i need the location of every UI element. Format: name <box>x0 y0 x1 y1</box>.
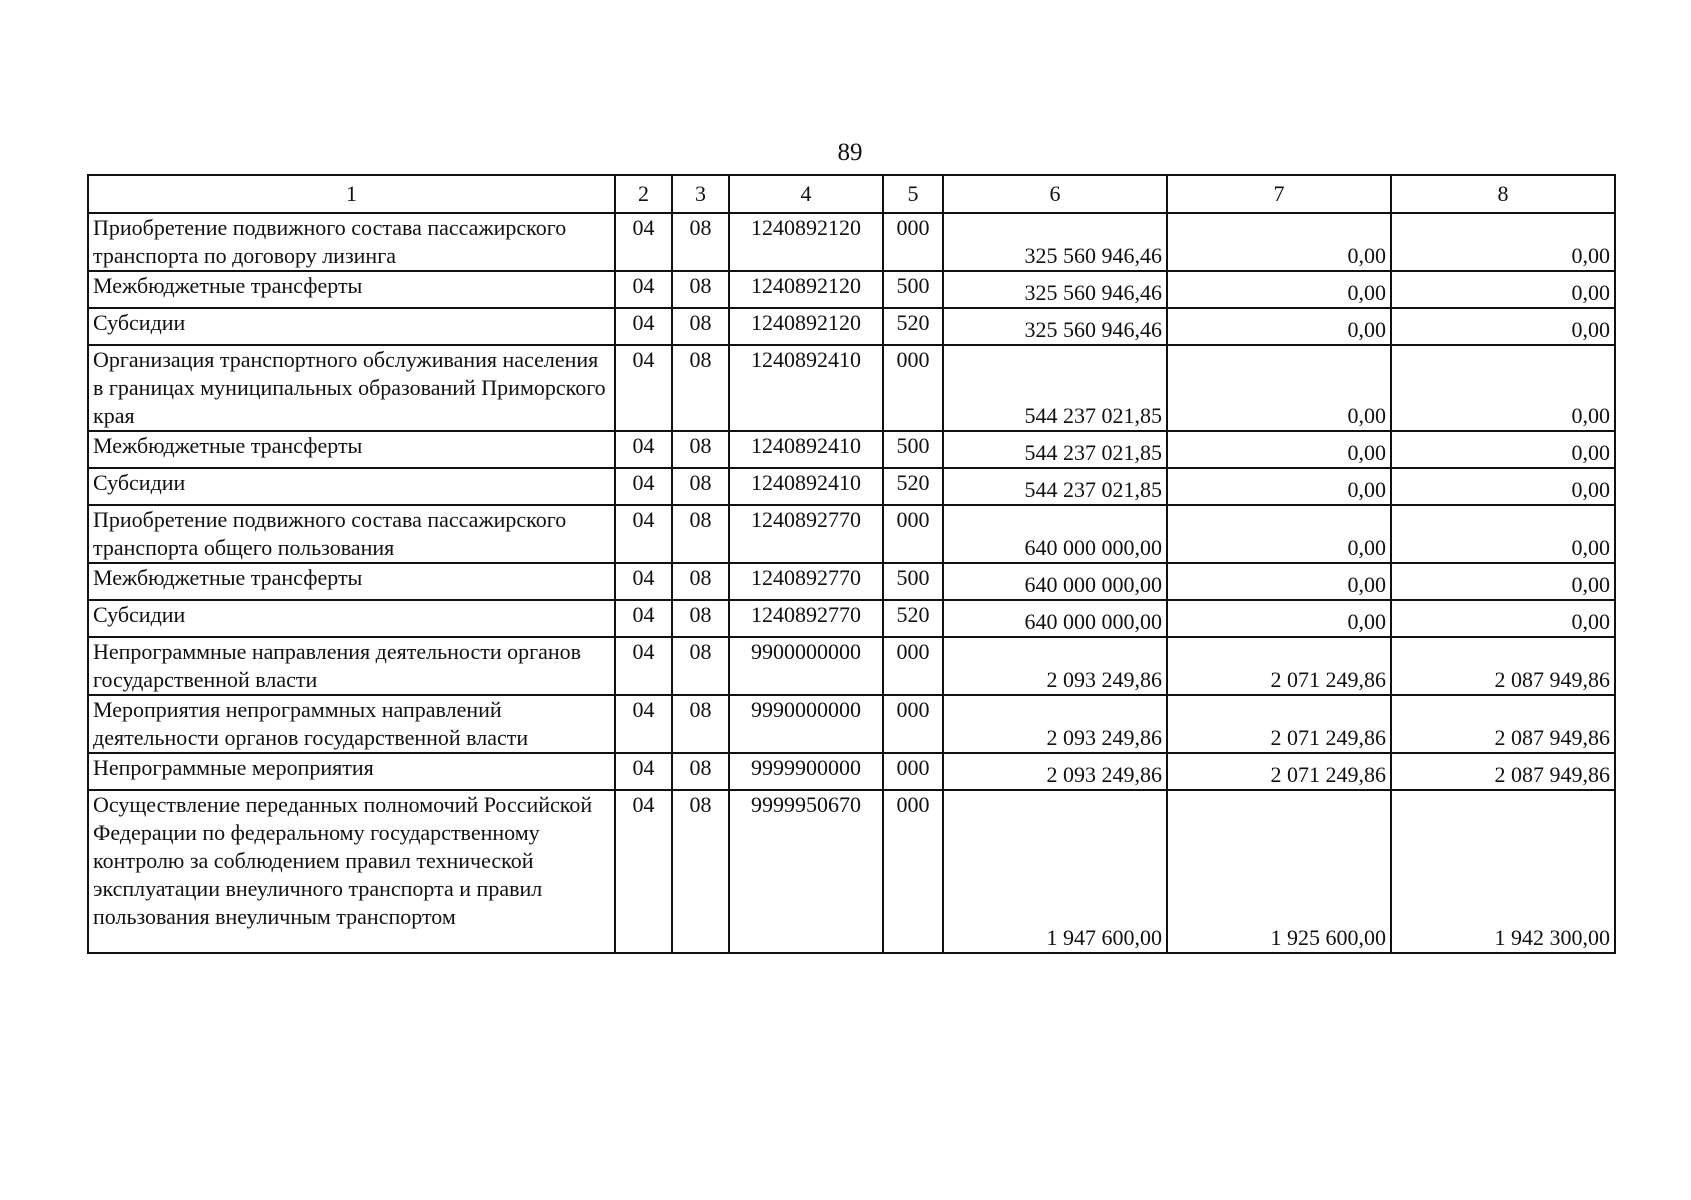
row-section: 04 <box>615 695 672 753</box>
row-subsection: 08 <box>672 213 729 271</box>
row-target-code: 1240892410 <box>729 345 883 431</box>
row-amount-6: 2 093 249,86 <box>943 637 1167 695</box>
row-amount-6: 325 560 946,46 <box>943 271 1167 308</box>
row-expense-type: 000 <box>883 637 943 695</box>
row-amount-6: 640 000 000,00 <box>943 600 1167 637</box>
row-section: 04 <box>615 505 672 563</box>
row-name: Межбюджетные трансферты <box>88 271 615 308</box>
row-amount-7: 0,00 <box>1167 600 1391 637</box>
table-row <box>88 213 1615 271</box>
row-amount-6: 1 947 600,00 <box>943 790 1167 953</box>
row-amount-8: 1 942 300,00 <box>1391 790 1615 953</box>
table-row <box>88 695 1615 753</box>
header-col-4: 4 <box>729 175 883 213</box>
row-target-code: 9900000000 <box>729 637 883 695</box>
budget-table <box>87 174 1616 954</box>
row-amount-7: 0,00 <box>1167 271 1391 308</box>
row-amount-8: 0,00 <box>1391 468 1615 505</box>
row-amount-6: 2 093 249,86 <box>943 753 1167 790</box>
row-subsection: 08 <box>672 468 729 505</box>
header-col-8: 8 <box>1391 175 1615 213</box>
row-amount-6: 640 000 000,00 <box>943 563 1167 600</box>
row-name: Межбюджетные трансферты <box>88 431 615 468</box>
table-row <box>88 308 1615 345</box>
header-col-5: 5 <box>883 175 943 213</box>
row-amount-8: 2 087 949,86 <box>1391 637 1615 695</box>
row-name: Организация транспортного обслуживания населения в границах муниципальных образований Приморского края <box>88 345 615 431</box>
row-amount-6: 544 237 021,85 <box>943 345 1167 431</box>
row-target-code: 9990000000 <box>729 695 883 753</box>
row-amount-6: 2 093 249,86 <box>943 695 1167 753</box>
table-row <box>88 468 1615 505</box>
row-amount-8: 0,00 <box>1391 600 1615 637</box>
header-col-1: 1 <box>88 175 615 213</box>
row-amount-7: 1 925 600,00 <box>1167 790 1391 953</box>
row-expense-type: 000 <box>883 345 943 431</box>
row-target-code: 1240892770 <box>729 600 883 637</box>
header-col-3: 3 <box>672 175 729 213</box>
page-number: 89 <box>837 139 863 166</box>
row-subsection: 08 <box>672 637 729 695</box>
row-target-code: 1240892770 <box>729 563 883 600</box>
row-amount-7: 0,00 <box>1167 468 1391 505</box>
row-name: Субсидии <box>88 308 615 345</box>
table-row <box>88 271 1615 308</box>
row-subsection: 08 <box>672 753 729 790</box>
row-amount-7: 0,00 <box>1167 308 1391 345</box>
row-name: Субсидии <box>88 600 615 637</box>
row-target-code: 1240892120 <box>729 271 883 308</box>
row-target-code: 1240892120 <box>729 308 883 345</box>
row-subsection: 08 <box>672 431 729 468</box>
row-subsection: 08 <box>672 563 729 600</box>
row-subsection: 08 <box>672 505 729 563</box>
row-amount-8: 0,00 <box>1391 505 1615 563</box>
row-target-code: 1240892120 <box>729 213 883 271</box>
row-expense-type: 500 <box>883 431 943 468</box>
row-amount-7: 2 071 249,86 <box>1167 637 1391 695</box>
table-row <box>88 637 1615 695</box>
row-name: Непрограммные направления деятельности органов государственной власти <box>88 637 615 695</box>
header-col-2: 2 <box>615 175 672 213</box>
row-section: 04 <box>615 790 672 953</box>
row-amount-8: 0,00 <box>1391 213 1615 271</box>
row-subsection: 08 <box>672 345 729 431</box>
row-amount-8: 0,00 <box>1391 345 1615 431</box>
row-amount-7: 0,00 <box>1167 505 1391 563</box>
row-section: 04 <box>615 271 672 308</box>
table-row <box>88 431 1615 468</box>
row-name: Приобретение подвижного состава пассажирского транспорта по договору лизинга <box>88 213 615 271</box>
row-name: Приобретение подвижного состава пассажирского транспорта общего пользования <box>88 505 615 563</box>
table-row <box>88 753 1615 790</box>
row-amount-8: 2 087 949,86 <box>1391 753 1615 790</box>
row-name: Непрограммные мероприятия <box>88 753 615 790</box>
row-amount-7: 0,00 <box>1167 431 1391 468</box>
row-target-code: 9999950670 <box>729 790 883 953</box>
row-section: 04 <box>615 563 672 600</box>
row-expense-type: 000 <box>883 505 943 563</box>
row-expense-type: 500 <box>883 271 943 308</box>
row-subsection: 08 <box>672 600 729 637</box>
row-target-code: 1240892770 <box>729 505 883 563</box>
header-col-7: 7 <box>1167 175 1391 213</box>
row-amount-8: 2 087 949,86 <box>1391 695 1615 753</box>
row-expense-type: 520 <box>883 600 943 637</box>
row-target-code: 1240892410 <box>729 468 883 505</box>
header-row <box>88 175 1615 213</box>
row-amount-8: 0,00 <box>1391 308 1615 345</box>
row-name: Осуществление переданных полномочий Российской Федерации по федеральному государственному контролю за соблюдением правил технической эксплуатации внеуличного транспорта и правил пользования внеуличным транспортом <box>88 790 615 953</box>
table-row <box>88 600 1615 637</box>
row-subsection: 08 <box>672 271 729 308</box>
row-expense-type: 500 <box>883 563 943 600</box>
row-expense-type: 520 <box>883 308 943 345</box>
row-target-code: 1240892410 <box>729 431 883 468</box>
table-row <box>88 563 1615 600</box>
row-amount-7: 0,00 <box>1167 213 1391 271</box>
row-target-code: 9999900000 <box>729 753 883 790</box>
row-expense-type: 000 <box>883 790 943 953</box>
row-section: 04 <box>615 468 672 505</box>
row-name: Мероприятия непрограммных направлений деятельности органов государственной власти <box>88 695 615 753</box>
row-subsection: 08 <box>672 790 729 953</box>
row-amount-6: 640 000 000,00 <box>943 505 1167 563</box>
row-name: Субсидии <box>88 468 615 505</box>
row-section: 04 <box>615 431 672 468</box>
row-section: 04 <box>615 308 672 345</box>
row-section: 04 <box>615 637 672 695</box>
row-amount-8: 0,00 <box>1391 563 1615 600</box>
row-section: 04 <box>615 345 672 431</box>
row-amount-7: 2 071 249,86 <box>1167 695 1391 753</box>
table-row <box>88 790 1615 953</box>
row-section: 04 <box>615 213 672 271</box>
row-section: 04 <box>615 600 672 637</box>
row-amount-7: 0,00 <box>1167 345 1391 431</box>
row-amount-6: 544 237 021,85 <box>943 468 1167 505</box>
table-row <box>88 505 1615 563</box>
row-expense-type: 520 <box>883 468 943 505</box>
row-expense-type: 000 <box>883 695 943 753</box>
row-amount-6: 325 560 946,46 <box>943 213 1167 271</box>
header-col-6: 6 <box>943 175 1167 213</box>
row-amount-7: 2 071 249,86 <box>1167 753 1391 790</box>
row-amount-7: 0,00 <box>1167 563 1391 600</box>
row-amount-8: 0,00 <box>1391 431 1615 468</box>
table-row <box>88 345 1615 431</box>
row-amount-6: 325 560 946,46 <box>943 308 1167 345</box>
row-subsection: 08 <box>672 308 729 345</box>
row-section: 04 <box>615 753 672 790</box>
row-subsection: 08 <box>672 695 729 753</box>
row-name: Межбюджетные трансферты <box>88 563 615 600</box>
row-amount-8: 0,00 <box>1391 271 1615 308</box>
row-amount-6: 544 237 021,85 <box>943 431 1167 468</box>
row-expense-type: 000 <box>883 213 943 271</box>
row-expense-type: 000 <box>883 753 943 790</box>
